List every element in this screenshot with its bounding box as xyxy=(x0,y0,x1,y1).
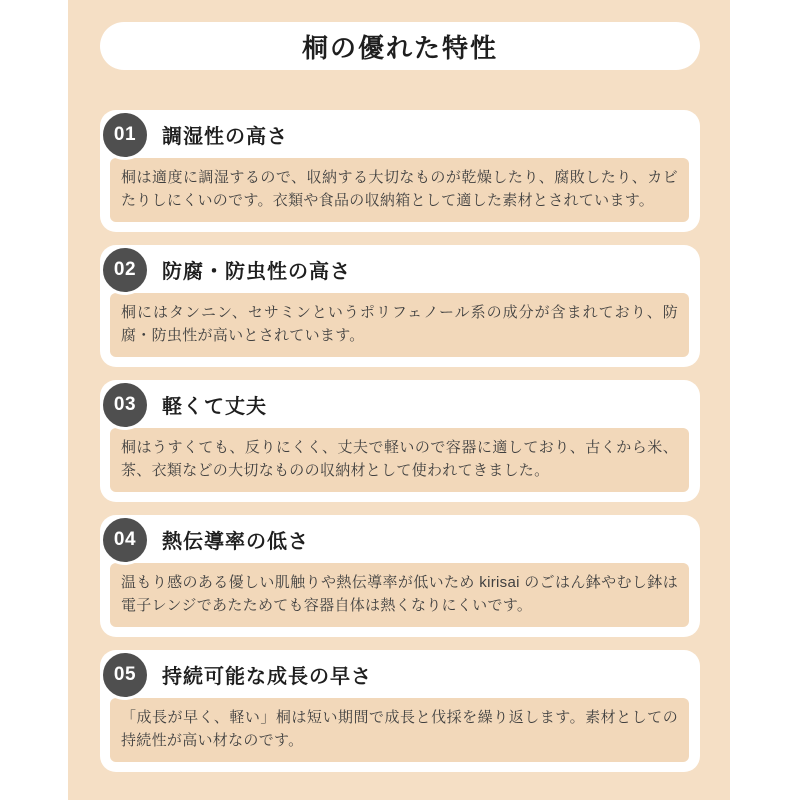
number-badge xyxy=(100,110,150,160)
feature-title: 持続可能な成長の早さ xyxy=(162,665,372,688)
number-badge xyxy=(100,515,150,565)
feature-description: 桐は適度に調湿するので、収納する大切なものが乾燥したり、腐敗したり、カビたりしにくいのです。衣類や食品の収納箱として適した素材とされています。 xyxy=(121,169,678,209)
feature-header xyxy=(110,380,689,428)
feature-body xyxy=(110,293,689,357)
page-title-pill xyxy=(100,22,700,70)
badge-number: 05 xyxy=(113,664,137,685)
feature-title: 熱伝導率の低さ xyxy=(162,530,309,553)
feature-body xyxy=(110,563,689,627)
feature-title: 防腐・防虫性の高さ xyxy=(162,260,351,283)
badge-number: 02 xyxy=(113,259,137,280)
feature-card-04 xyxy=(100,515,700,637)
feature-description: 桐はうすくても、反りにくく、丈夫で軽いので容器に適しており、古くから米、茶、衣類などの大切なものの収納材として使われてきました。 xyxy=(121,439,678,479)
feature-title: 調湿性の高さ xyxy=(162,125,288,148)
feature-header xyxy=(110,110,689,158)
feature-header xyxy=(110,245,689,293)
feature-card-02 xyxy=(100,245,700,367)
feature-title: 軽くて丈夫 xyxy=(162,395,267,418)
feature-header xyxy=(110,650,689,698)
badge-number: 04 xyxy=(113,529,137,550)
badge-number: 03 xyxy=(113,394,137,415)
number-badge xyxy=(100,380,150,430)
feature-body xyxy=(110,158,689,222)
number-badge xyxy=(100,650,150,700)
number-badge xyxy=(100,245,150,295)
feature-body xyxy=(110,698,689,762)
feature-card-05 xyxy=(100,650,700,772)
feature-card-01 xyxy=(100,110,700,232)
feature-description: 温もり感のある優しい肌触りや熱伝導率が低いため kirisai のごはん鉢やむし鉢は電子レンジであたためても容器自体は熱くなりにくいです。 xyxy=(121,574,678,614)
page-title: 桐の優れた特性 xyxy=(301,32,498,63)
feature-body xyxy=(110,428,689,492)
feature-description: 「成長が早く、軽い」桐は短い期間で成長と伐採を繰り返します。素材としての持続性が高い材なのです。 xyxy=(121,709,678,749)
badge-number: 01 xyxy=(113,124,137,145)
feature-header xyxy=(110,515,689,563)
feature-card-03 xyxy=(100,380,700,502)
feature-description: 桐にはタンニン、セサミンというポリフェノール系の成分が含まれており、防腐・防虫性が高いとされています。 xyxy=(121,304,678,344)
